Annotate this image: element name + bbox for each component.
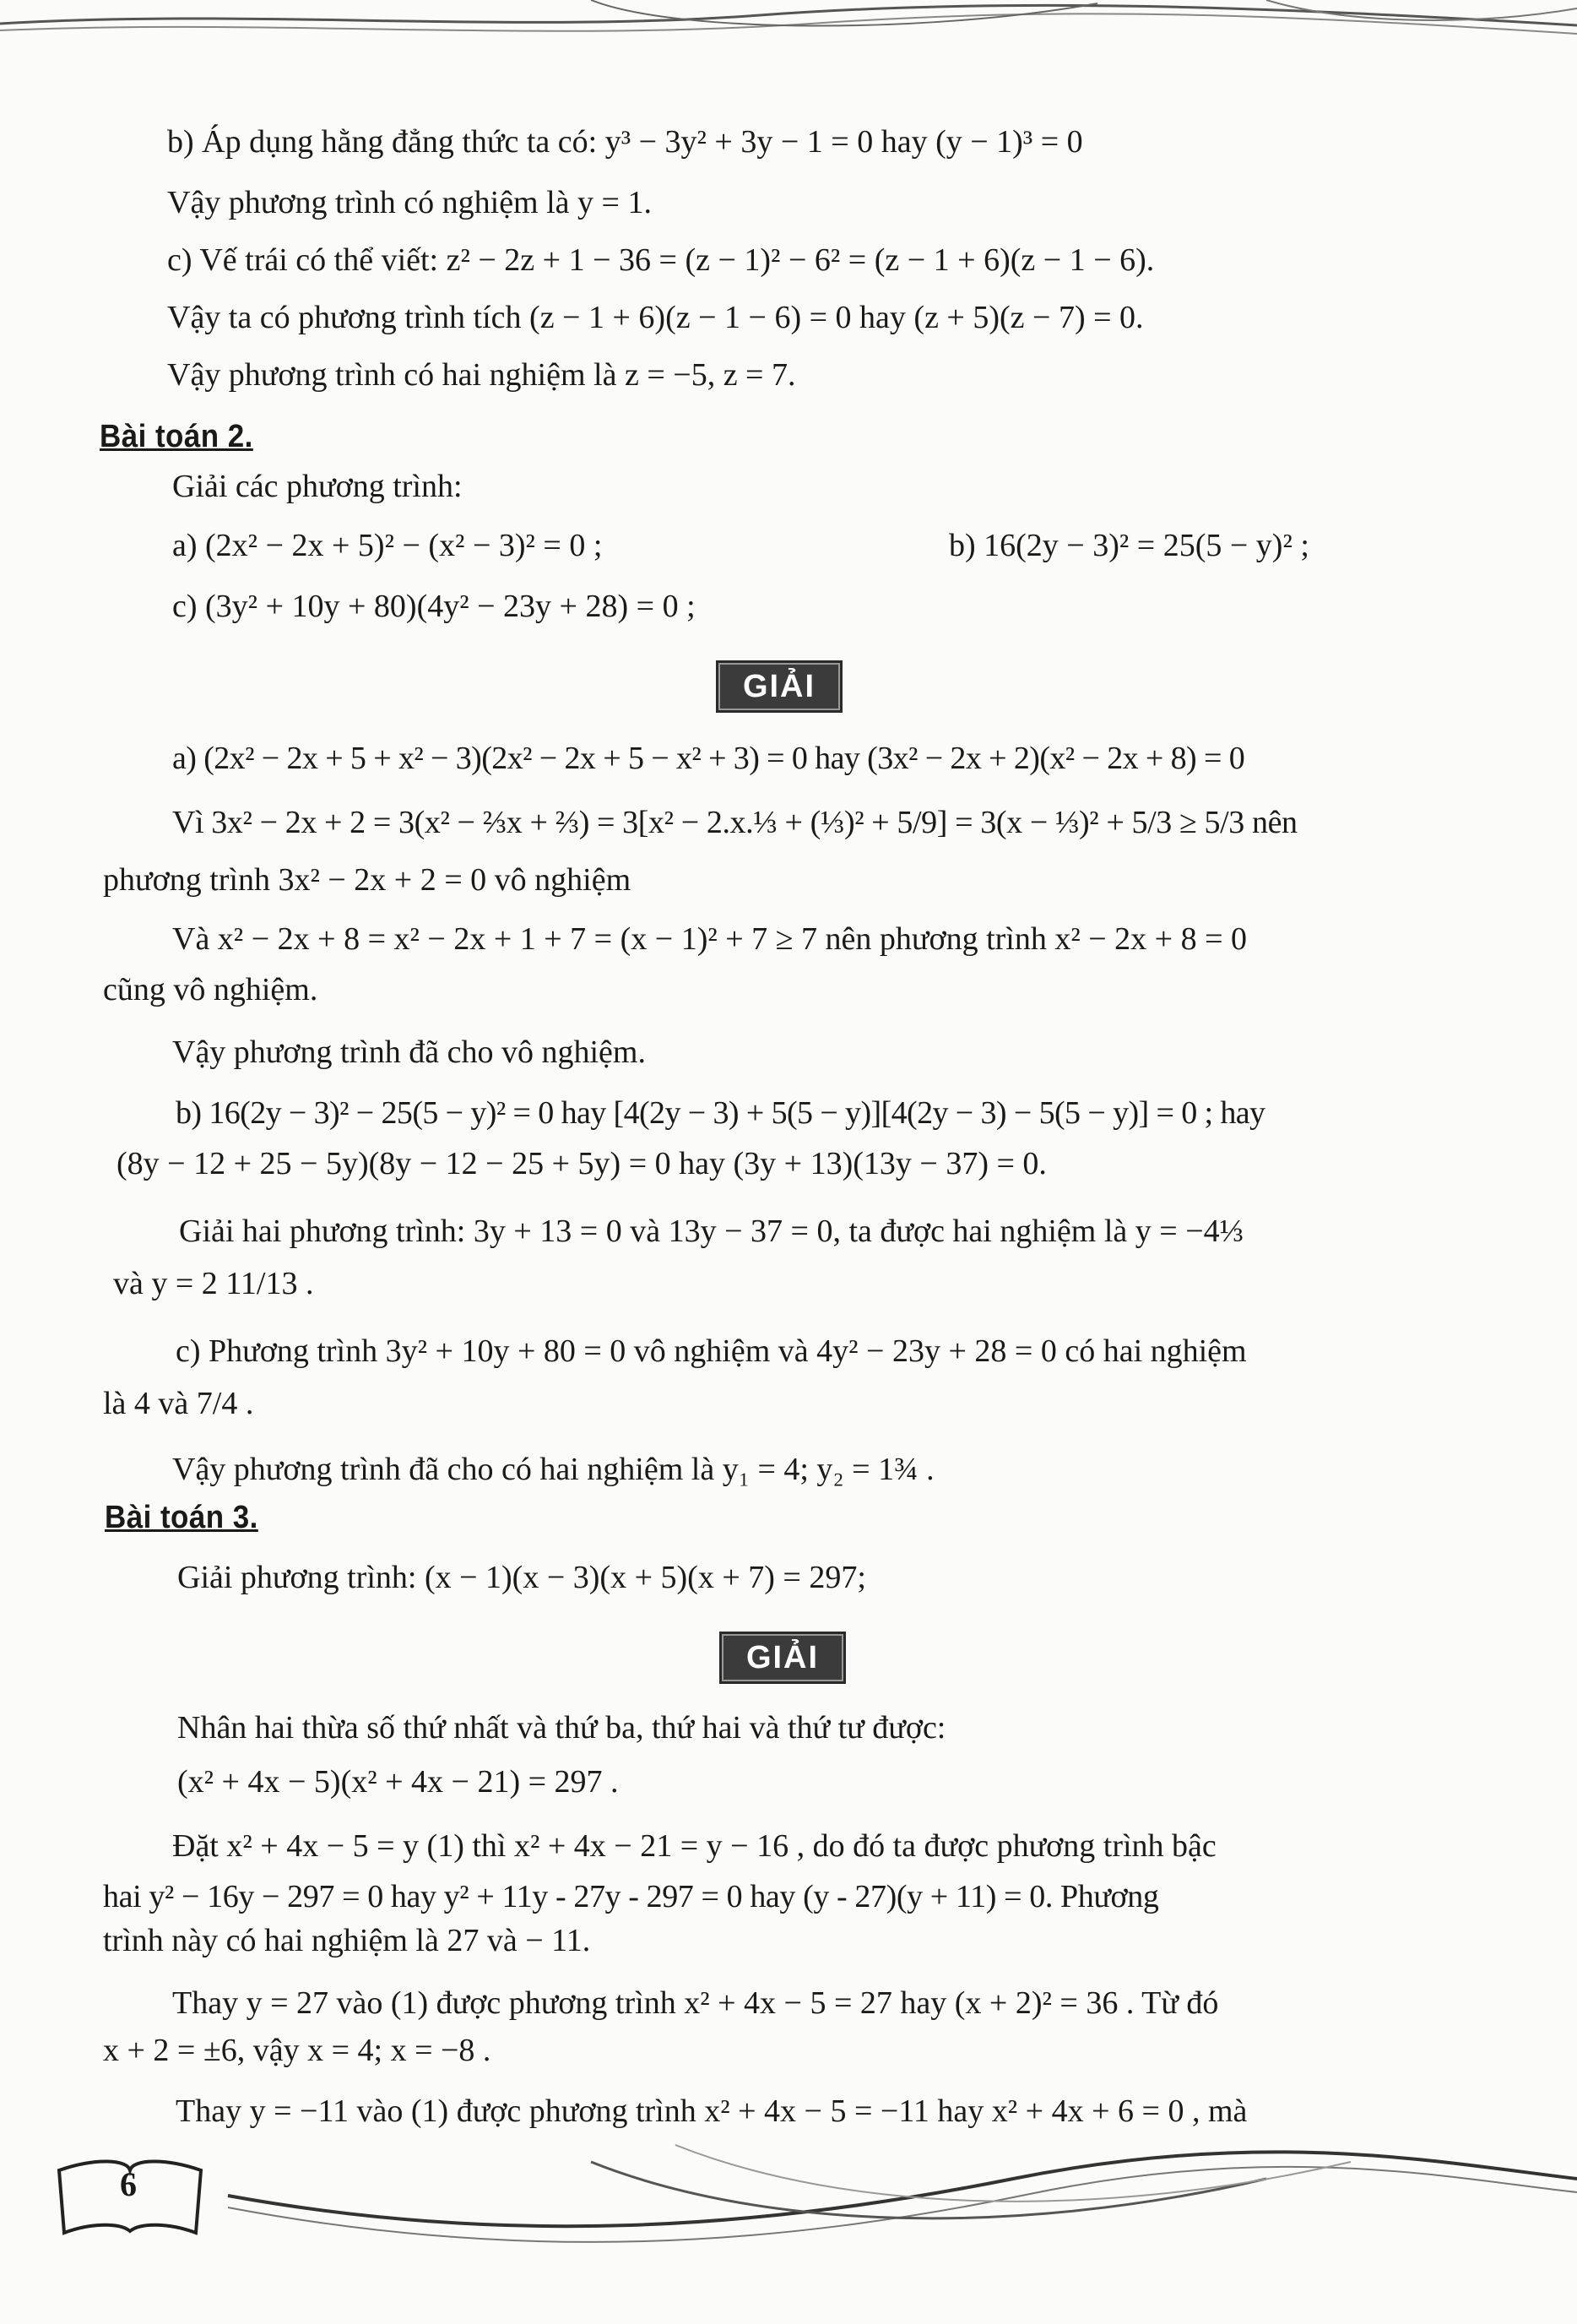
top-decorative-border <box>0 0 1577 51</box>
line-19: c) Phương trình 3y² + 10y + 80 = 0 vô nghiệm và 4y² − 23y + 28 = 0 có hai nghiệm <box>176 1333 1247 1369</box>
line-24: (x² + 4x − 5)(x² + 4x − 21) = 297 . <box>177 1764 619 1800</box>
line-21: Vậy phương trình đã cho có hai nghiệm là y₁ = 4; y₂ = 1¾ . <box>172 1452 935 1487</box>
line-11: phương trình 3x² − 2x + 2 = 0 vô nghiệm <box>103 862 631 898</box>
line-25: Đặt x² + 4x − 5 = y (1) thì x² + 4x − 21 = y − 16 , do đó ta được phương trình bậc <box>172 1828 1217 1864</box>
line-30: Thay y = −11 vào (1) được phương trình x² + 4x − 5 = −11 hay x² + 4x + 6 = 0 , mà <box>176 2093 1248 2129</box>
bottom-decorative-border <box>0 2128 1577 2324</box>
line-1: b) Áp dụng hằng đẳng thức ta có: y³ − 3y² + 3y − 1 = 0 hay (y − 1)³ = 0 <box>167 124 1083 160</box>
line-29: x + 2 = ±6, vậy x = 4; x = −8 . <box>103 2033 491 2068</box>
line-7a: a) (2x² − 2x + 5)² − (x² − 3)² = 0 ; <box>172 528 603 563</box>
line-16: (8y − 12 + 25 − 5y)(8y − 12 − 25 + 5y) = 0 hay (3y + 13)(13y − 37) = 0. <box>117 1146 1047 1181</box>
line-17: Giải hai phương trình: 3y + 13 = 0 và 13y − 37 = 0, ta được hai nghiệm là y = −4⅓ <box>179 1214 1244 1249</box>
heading-bai-toan-2: Bài toán 2. <box>100 419 253 454</box>
line-27: trình này có hai nghiệm là 27 và − 11. <box>103 1923 591 1958</box>
line-26: hai y² − 16y − 297 = 0 hay y² + 11y - 27y - 297 = 0 hay (y - 27)(y + 11) = 0. Phương <box>103 1879 1159 1914</box>
line-8: c) (3y² + 10y + 80)(4y² − 23y + 28) = 0 ; <box>172 589 696 624</box>
page-number: 6 <box>120 2165 137 2203</box>
solution-badge-2: GIẢI <box>719 1632 846 1684</box>
line-20: là 4 và 7/4 . <box>103 1386 254 1421</box>
line-6: Giải các phương trình: <box>172 469 463 504</box>
line-15: b) 16(2y − 3)² − 25(5 − y)² = 0 hay [4(2y − 3) + 5(5 − y)][4(2y − 3) − 5(5 − y)] = 0 ; hay <box>176 1095 1265 1131</box>
line-14: Vậy phương trình đã cho vô nghiệm. <box>172 1034 646 1070</box>
line-5: Vậy phương trình có hai nghiệm là z = −5, z = 7. <box>167 357 796 393</box>
line-10: Vì 3x² − 2x + 2 = 3(x² − ⅔x + ⅔) = 3[x² − 2.x.⅓ + (⅓)² + 5/9] = 3(x − ⅓)² + 5/3 ≥ 5/3 nên <box>172 805 1298 840</box>
solution-badge-1: GIẢI <box>716 660 843 713</box>
line-9: a) (2x² − 2x + 5 + x² − 3)(2x² − 2x + 5 − x² + 3) = 0 hay (3x² − 2x + 2)(x² − 2x + 8) = 0 <box>172 741 1245 776</box>
line-12: Và x² − 2x + 8 = x² − 2x + 1 + 7 = (x − 1)² + 7 ≥ 7 nên phương trình x² − 2x + 8 = 0 <box>172 921 1248 957</box>
line-18: và y = 2 11/13 . <box>113 1266 314 1301</box>
line-3: c) Vế trái có thể viết: z² − 2z + 1 − 36 = (z − 1)² − 6² = (z − 1 + 6)(z − 1 − 6). <box>167 242 1155 278</box>
line-23: Nhân hai thừa số thứ nhất và thứ ba, thứ hai và thứ tư được: <box>177 1710 946 1746</box>
line-4: Vậy ta có phương trình tích (z − 1 + 6)(z − 1 − 6) = 0 hay (z + 5)(z − 7) = 0. <box>167 300 1144 335</box>
heading-bai-toan-3: Bài toán 3. <box>105 1500 258 1535</box>
line-2: Vậy phương trình có nghiệm là y = 1. <box>167 185 652 220</box>
line-22: Giải phương trình: (x − 1)(x − 3)(x + 5)(x + 7) = 297; <box>177 1560 866 1595</box>
line-28: Thay y = 27 vào (1) được phương trình x² + 4x − 5 = 27 hay (x + 2)² = 36 . Từ đó <box>172 1985 1219 2021</box>
line-13: cũng vô nghiệm. <box>103 972 318 1007</box>
line-7b: b) 16(2y − 3)² = 25(5 − y)² ; <box>949 528 1309 563</box>
